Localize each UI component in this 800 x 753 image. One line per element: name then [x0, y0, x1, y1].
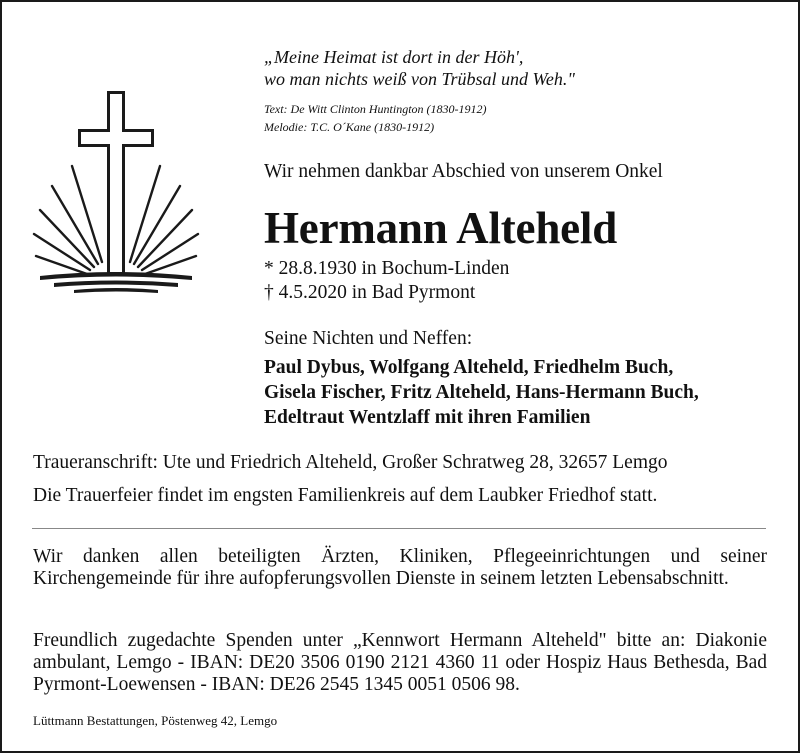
quote-line-1: „Meine Heimat ist dort in der Höh', [264, 47, 524, 67]
deceased-name: Hermann Alteheld [264, 203, 618, 253]
donation-paragraph: Freundlich zugedachte Spenden unter „Kennwort Hermann Alteheld" bitte an: Diakonie ambulant, Lemgo - IBAN: DE20 3506 0190 2121 4360 11 oder Hospiz Haus Bethesda, Bad Pyrmont-Loewensen - IBAN: DE26 2545 1345 0051 0506 98. [33, 630, 767, 695]
funeral-note: Die Trauerfeier findet im engsten Familienkreis auf dem Laubker Friedhof statt. [33, 485, 658, 506]
relatives-list [264, 355, 699, 430]
mourning-address: Traueranschrift: Ute und Friedrich Alteheld, Großer Schratweg 28, 32657 Lemgo [33, 452, 668, 473]
relatives-line: Paul Dybus, Wolfgang Alteheld, Friedhelm Buch, [264, 357, 674, 378]
thanks-paragraph: Wir danken allen beteiligten Ärzten, Kliniken, Pflegeeinrichtungen und seiner Kirchengemeinde für ihre aufopferungsvollen Dienste in seinem letzten Lebensabschnitt. [33, 546, 767, 589]
melody-credit: Melodie: T.C. O´Kane (1830-1912) [264, 120, 435, 134]
quote-line-2: wo man nichts weiß von Trübsal und Weh." [264, 69, 575, 89]
relatives-line: Gisela Fischer, Fritz Alteheld, Hans-Hermann Buch, [264, 382, 699, 403]
farewell-intro: Wir nehmen dankbar Abschied von unserem Onkel [264, 161, 663, 182]
text-credit: Text: De Witt Clinton Huntington (1830-1912) [264, 102, 487, 116]
birth-date: * 28.8.1930 in Bochum-Linden [264, 258, 510, 279]
relatives-label: Seine Nichten und Neffen: [264, 328, 473, 349]
death-date: † 4.5.2020 in Bad Pyrmont [264, 282, 476, 303]
divider [32, 528, 766, 529]
hymn-quote [264, 46, 575, 90]
relatives-line: Edeltraut Wentzlaff mit ihren Familien [264, 407, 591, 428]
undertaker-line: Lüttmann Bestattungen, Pöstenweg 42, Lemgo [33, 713, 278, 728]
cross-with-rising-sun-icon [30, 86, 202, 296]
